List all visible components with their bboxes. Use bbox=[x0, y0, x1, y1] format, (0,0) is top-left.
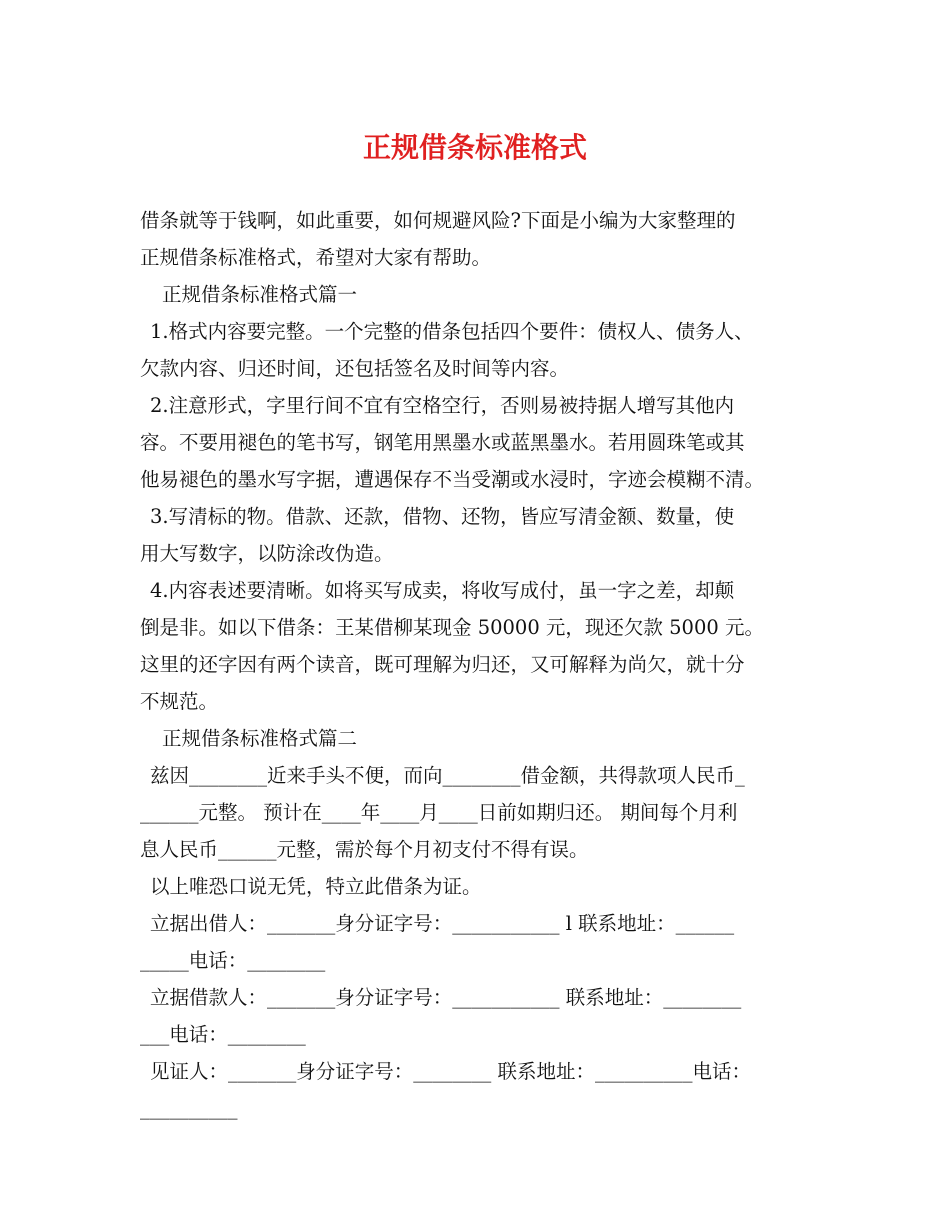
text-line: 借条就等于钱啊，如此重要，如何规避风险?下面是小编为大家整理的 bbox=[140, 209, 736, 232]
text-line: 立据借款人：_______身分证字号：___________ 联系地址：________ bbox=[150, 986, 742, 1009]
text-line: 1.格式内容要完整。一个完整的借条包括四个要件：债权人、债务人、 bbox=[150, 320, 754, 343]
document-title: 正规借条标准格式 bbox=[362, 131, 587, 164]
text-line: _____电话：________ bbox=[140, 949, 326, 972]
text-line: ___电话：________ bbox=[140, 1023, 306, 1046]
text-line: 容。不要用褪色的笔书写，钢笔用黑墨水或蓝黑墨水。若用圆珠笔或其 bbox=[140, 431, 745, 454]
text-line: 见证人：_______身分证字号：________ 联系地址：__________电话： bbox=[150, 1060, 751, 1083]
text-line: 4.内容表述要清晰。如将买写成卖，将收写成付，虽一字之差，却颠 bbox=[150, 579, 735, 602]
text-line: 正规借条标准格式篇一 bbox=[162, 283, 358, 306]
text-line: __________ bbox=[140, 1097, 238, 1120]
text-line: 正规借条标准格式，希望对大家有帮助。 bbox=[140, 246, 492, 269]
text-line: 他易褪色的墨水写字据，遭遇保存不当受潮或水浸时，字迹会模糊不清。 bbox=[140, 468, 765, 491]
text-line: 正规借条标准格式篇二 bbox=[162, 727, 358, 750]
text-line: 不规范。 bbox=[140, 690, 219, 713]
text-line: 2.注意形式，字里行间不宜有空格空行，否则易被持据人增写其他内 bbox=[150, 394, 735, 417]
text-line: 兹因________近来手头不便，而向________借金额，共得款项人民币_ bbox=[150, 764, 745, 787]
text-line: 这里的还字因有两个读音，既可理解为归还，又可解释为尚欠，就十分 bbox=[140, 653, 745, 676]
text-line: ______元整。 预计在____年____月____日前如期归还。 期间每个月利 bbox=[140, 801, 738, 824]
text-line: 息人民币______元整，需於每个月初支付不得有误。 bbox=[140, 838, 589, 861]
text-line: 欠款内容、归还时间，还包括签名及时间等内容。 bbox=[140, 357, 570, 380]
text-line: 立据出借人：_______身分证字号：___________ l 联系地址：______ bbox=[150, 912, 735, 935]
text-line: 3.写清标的物。借款、还款，借物、还物，皆应写清金额、数量，使 bbox=[150, 505, 735, 528]
document-body bbox=[140, 202, 820, 1127]
text-line: 倒是非。如以下借条：王某借柳某现金 50000 元，现还欠款 5000 元。 bbox=[140, 616, 764, 639]
text-line: 用大写数字，以防涂改伪造。 bbox=[140, 542, 394, 565]
text-line: 以上唯恐口说无凭，特立此借条为证。 bbox=[150, 875, 482, 898]
